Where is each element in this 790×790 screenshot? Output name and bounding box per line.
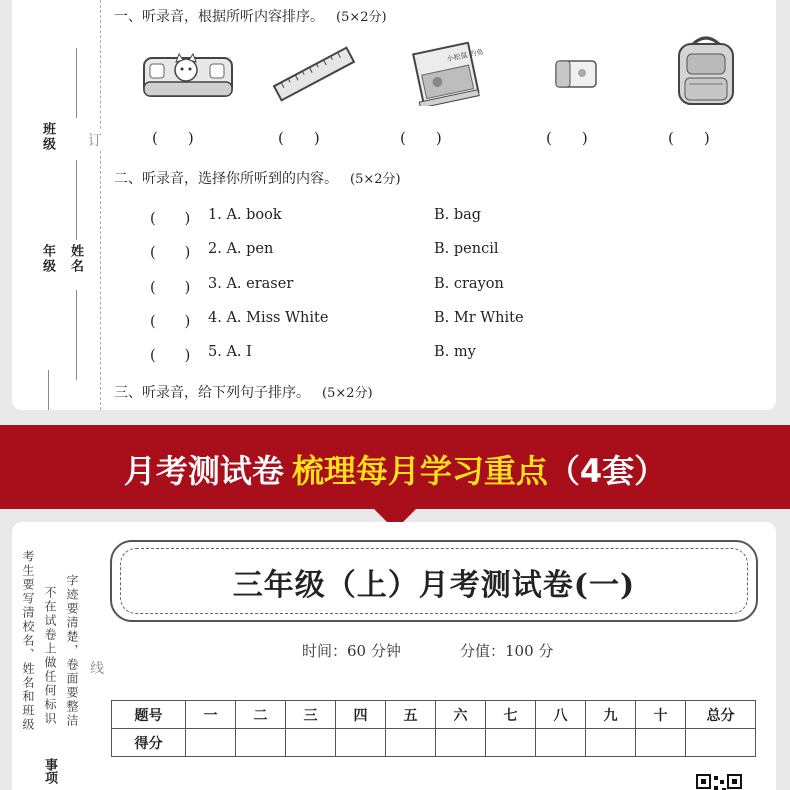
section3-title	[114, 382, 373, 402]
section1-title	[114, 6, 387, 26]
question-blank[interactable]: ( )	[150, 245, 191, 261]
option-b: B. pencil	[434, 241, 499, 257]
score-row-label: 得分	[112, 729, 186, 757]
option-b: B. my	[434, 344, 476, 360]
score-cell[interactable]	[436, 729, 486, 757]
banner-suffix: （4套）	[547, 452, 667, 490]
option-a: 2. A. pen	[208, 241, 274, 257]
option-a: 3. A. eraser	[208, 276, 294, 292]
bottom-exam-page	[12, 522, 776, 790]
section2-title	[114, 168, 401, 188]
header-cell: 八	[536, 701, 586, 729]
score-cell[interactable]	[586, 729, 636, 757]
question-blank[interactable]: ( )	[150, 211, 191, 227]
eraser-icon	[526, 38, 626, 110]
option-a: 5. A. I	[208, 344, 252, 360]
section1-points: (5×2分)	[336, 10, 387, 25]
exam-score-total: 分值：100 分	[460, 642, 554, 660]
question-blank[interactable]: ( )	[150, 348, 191, 364]
score-cell[interactable]	[386, 729, 436, 757]
question-row-5	[150, 344, 476, 365]
header-cell: 五	[386, 701, 436, 729]
score-cell[interactable]	[286, 729, 336, 757]
header-cell: 三	[286, 701, 336, 729]
score-cell[interactable]	[686, 729, 756, 757]
question-row-1	[150, 207, 482, 228]
exam-title: 三年级（上）月考测试卷(一)	[232, 568, 636, 603]
answer-blank-5[interactable]: ( )	[668, 129, 710, 147]
header-cell: 总分	[686, 701, 756, 729]
score-cell[interactable]	[236, 729, 286, 757]
note-line-3: 字迹要清楚，卷面要整洁	[65, 574, 79, 728]
header-cell: 九	[586, 701, 636, 729]
section1-title-text: 一、听录音，根据所听内容排序。	[114, 9, 324, 25]
notes-heading: 事项	[42, 758, 57, 784]
section2-title-text: 二、听录音，选择你所听到的内容。	[114, 171, 338, 187]
pencil-case-icon	[138, 38, 238, 110]
banner-yellow-text: 梳理每月学习重点	[291, 452, 548, 490]
section3-title-text: 三、听录音，给下列句子排序。	[114, 385, 310, 401]
answer-blank-4[interactable]: ( )	[546, 129, 588, 147]
answer-blank-1[interactable]: ( )	[152, 129, 194, 147]
score-table-header-row	[112, 701, 756, 729]
question-row-3	[150, 276, 504, 297]
header-cell: 六	[436, 701, 486, 729]
answer-blank-3[interactable]: ( )	[400, 129, 442, 147]
ruler-icon	[264, 38, 364, 110]
question-row-2	[150, 241, 499, 262]
section3-points: (5×2分)	[322, 386, 373, 401]
student-info-strip	[12, 0, 102, 410]
header-cell: 十	[636, 701, 686, 729]
header-cell: 一	[186, 701, 236, 729]
option-b: B. bag	[434, 207, 482, 223]
name-underline	[76, 160, 77, 240]
class-underline	[76, 48, 77, 118]
question-blank[interactable]: ( )	[150, 314, 191, 330]
banner-headline	[0, 446, 790, 492]
class-label: 班级	[40, 122, 55, 152]
header-cell: 四	[336, 701, 386, 729]
exam-time: 时间：60 分钟	[302, 642, 401, 660]
name-label: 姓名	[68, 244, 83, 274]
top-exam-page	[12, 0, 776, 410]
question-blank[interactable]: ( )	[150, 280, 191, 296]
schoolbag-icon	[656, 30, 756, 110]
section2-points: (5×2分)	[350, 172, 401, 187]
score-table-score-row	[112, 729, 756, 757]
score-cell[interactable]	[336, 729, 386, 757]
banner-white-text: 月考测试卷	[123, 452, 284, 490]
option-a: 1. A. book	[208, 207, 282, 223]
note-line-2: 不在试卷上做任何标识	[43, 586, 57, 726]
score-cell[interactable]	[186, 729, 236, 757]
grade-underline	[76, 290, 77, 380]
qr-code-icon[interactable]	[696, 774, 742, 790]
score-cell[interactable]	[636, 729, 686, 757]
extra-underline	[48, 370, 49, 410]
binding-mark-line: 线	[90, 661, 104, 677]
book-cover-text: 小松鼠 钓鱼	[446, 47, 485, 64]
header-cell: 二	[236, 701, 286, 729]
option-a: 4. A. Miss White	[208, 310, 329, 326]
header-cell: 七	[486, 701, 536, 729]
score-table	[111, 700, 756, 757]
answer-blank-2[interactable]: ( )	[278, 129, 320, 147]
question-row-4	[150, 310, 524, 331]
option-b: B. Mr White	[434, 310, 524, 326]
grade-label: 年级	[40, 244, 55, 274]
binding-dashed-line	[100, 0, 101, 410]
score-cell[interactable]	[486, 729, 536, 757]
note-line-1: 考生要写清校名、姓名和班级	[21, 550, 35, 732]
header-cell: 题号	[112, 701, 186, 729]
book-icon	[396, 38, 496, 110]
binding-mark: 订	[88, 130, 102, 150]
option-b: B. crayon	[434, 276, 504, 292]
score-cell[interactable]	[536, 729, 586, 757]
